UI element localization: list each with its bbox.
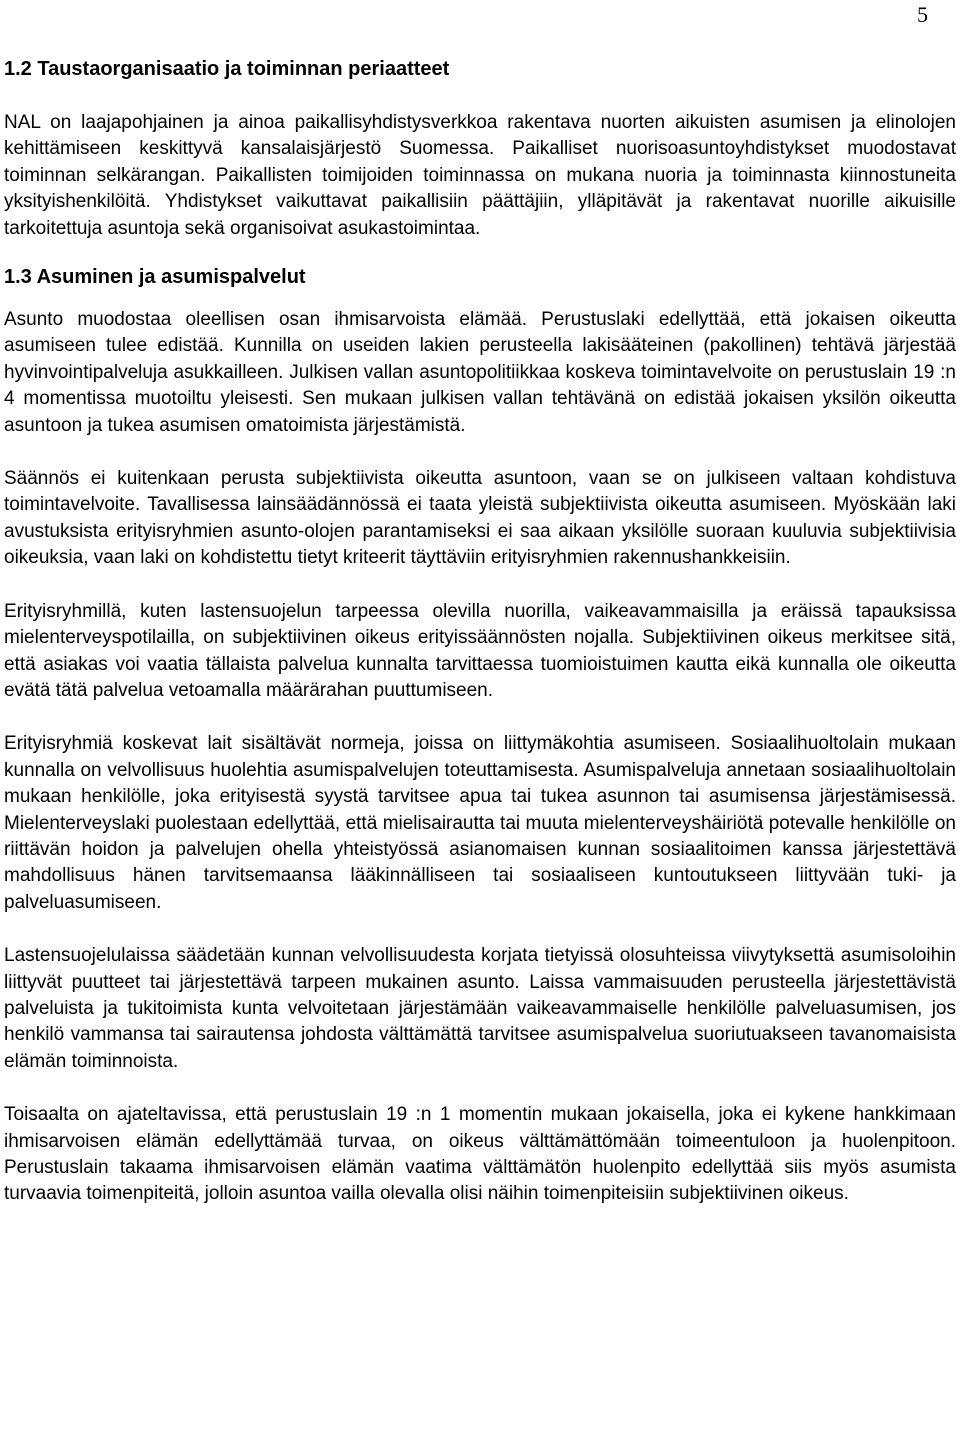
paragraph-erityisryhmilla: Erityisryhmillä, kuten lastensuojelun tarpeessa olevilla nuorilla, vaikeavammaisilla ja eräissä tapauksissa mielenterveyspotilailla, on subjektiivinen oikeus erityissäännösten nojalla. Subjektiivinen oikeus merkitsee sitä, että asiakas voi vaatia tällaista palvelua kunnalta tarvittaessa tuomioistuimen kautta eikä kunnalla ole oikeutta evätä tätä palvelua vetoamalla määrärahan puuttumiseen. <box>4 600 956 701</box>
section-heading-taustaorganisaatio: 1.2 Taustaorganisaatio ja toiminnan periaatteet <box>4 58 450 80</box>
document-body <box>4 55 956 1208</box>
paragraph-saannos: Säännös ei kuitenkaan perusta subjektiivista oikeutta asuntoon, vaan se on julkiseen valtaan kohdistuva toimintavelvoite. Tavallisessa lainsäädännössä ei taata yleistä subjektiivista oikeutta asumiseen. Myöskään laki avustuksista erityisryhmien asunto-olojen parantamiseksi ei saa aikaan yksilölle suoraan kuuluvia subjektiivisia oikeuksia, vaan laki on kohdistettu tietyt kriteerit täyttäviin erityisryhmien rakennushankkeisiin. <box>4 468 956 569</box>
paragraph-toisaalta: Toisaalta on ajateltavissa, että perustuslain 19 :n 1 momentin mukaan jokaisella, joka ei kykene hankkimaan ihmisarvoisen elämän edellyttämää turvaa, on oikeus välttämättömään toimeentuloon ja huolenpitoon. Perustuslain takaama ihmisarvoisen elämän vaatima välttämätön huolenpito edellyttää siis myös asumista turvaavia toimenpiteitä, jolloin asuntoa vailla olevalla olisi näihin toimenpiteisiin subjektiivinen oikeus. <box>4 1104 956 1205</box>
paragraph-lastensuojelulaki: Lastensuojelulaissa säädetään kunnan velvollisuudesta korjata tietyissä olosuhteissa viivytyksettä asumisoloihin liittyvät puutteet tai järjestettävä tarpeen mukainen asunto. Laissa vammaisuuden perusteella järjestettävistä palveluista ja tukitoimista kunta velvoitetaan järjestämään vaikeavammaiselle henkilölle palveluasumisen, jos henkilö vammansa tai sairautensa johdosta välttämättä tarvitsee asumispalvelua suoriutuakseen tavanomaisista elämän toiminnoista. <box>4 945 956 1072</box>
page-number: 5 <box>917 2 928 27</box>
section-heading-asuminen: 1.3 Asuminen ja asumispalvelut <box>4 266 306 289</box>
paragraph-erityisryhmia-lait: Erityisryhmiä koskevat lait sisältävät normeja, joissa on liittymäkohtia asumiseen. Sosiaalihuoltolain mukaan kunnalla on velvollisuus huolehtia asumispalvelujen toteuttamisesta. Asumispalveluja annetaan sosiaalihuoltolain mukaan henkilölle, joka erityisestä syystä tarvitsee apua tai tukea asunnon tai asumisensa järjestämisessä. Mielenterveyslaki puolestaan edellyttää, että mielisairautta tai muuta mielenterveyshäiriötä potevalle henkilölle on riittävän hoidon ja palvelujen ohella yhteistyössä asianomaisen kunnan sosiaalitoimen kanssa järjestettävä mahdollisuus hänen tarvitsemaansa lääkinnälliseen tai sosiaaliseen kuntoutukseen liittyvään tuki- ja palveluasumiseen. <box>4 733 956 913</box>
paragraph-asunto: Asunto muodostaa oleellisen osan ihmisarvoista elämää. Perustuslaki edellyttää, että jokaisen oikeutta asumiseen tulee edistää. Kunnilla on useiden lakien perusteella lakisääteinen (pakollinen) tehtävä järjestää hyvinvointipalveluja asukkailleen. Julkisen vallan asuntopolitiikkaa koskeva toimintavelvoite on perustuslain 19 :n 4 momentissa muotoiltu yleisesti. Sen mukaan julkisen vallan tehtävänä on edistää jokaisen yksilön oikeutta asuntoon ja tukea asumisen omatoimista järjestämistä. <box>4 309 956 436</box>
paragraph-nal: NAL on laajapohjainen ja ainoa paikallisyhdistysverkkoa rakentava nuorten aikuisten asumisen ja elinolojen kehittämiseen keskittyvä kansalaisjärjestö Suomessa. Paikalliset nuorisoasuntoyhdistykset muodostavat toiminnan selkärangan. Paikallisten toimijoiden toiminnassa on mukana nuoria ja toiminnasta kiinnostuneita yksityishenkilöitä. Yhdistykset vaikuttavat paikallisiin päättäjiin, ylläpitävät ja rakentavat nuorille aikuisille tarkoitettuja asuntoja sekä organisoivat asukastoimintaa. <box>4 112 956 239</box>
